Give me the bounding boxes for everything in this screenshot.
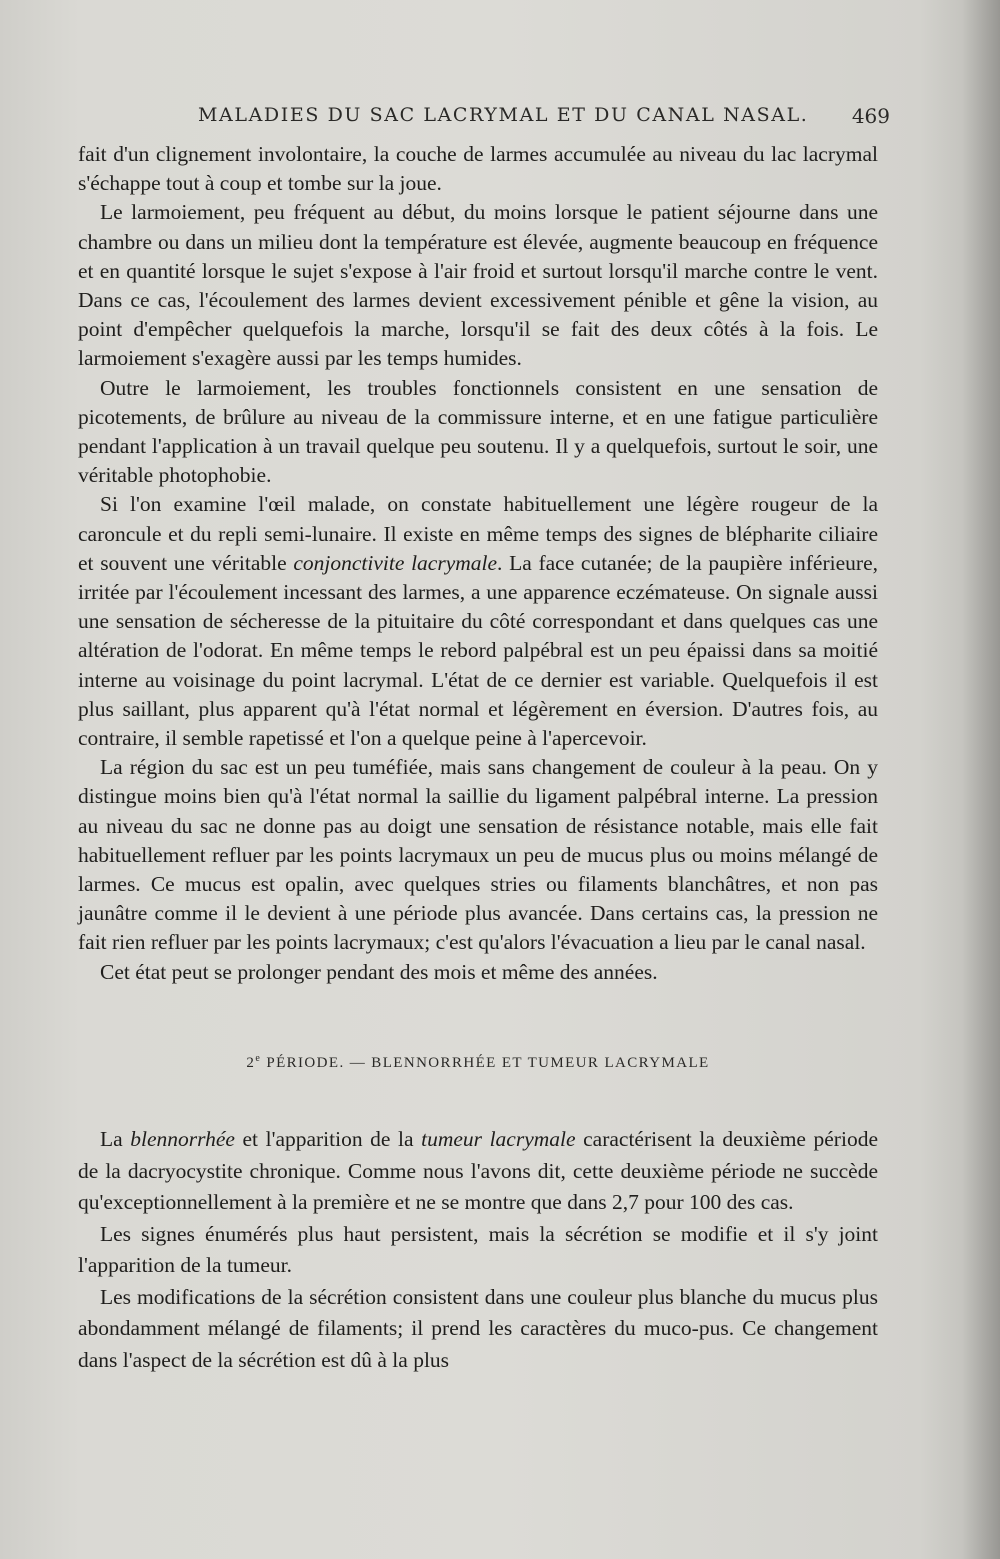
paragraph: Cet état peut se prolonger pendant des mois et même des années. (100, 959, 658, 984)
paragraph (78, 490, 878, 753)
paragraph-text: La (100, 1127, 131, 1152)
italic-term: blennorrhée (130, 1127, 235, 1152)
page-body (78, 140, 878, 1376)
italic-term: tumeur lacrymale (421, 1127, 576, 1152)
paragraph: Les modifications de la sécrétion consistent dans une couleur plus blanche du mucus plus abondamment mélangé de filaments; il prend les caractères du muco-pus. Ce changement dans l'aspect de la sécrétion est dû à la plus (78, 1284, 878, 1372)
paragraph: Outre le larmoiement, les troubles fonctionnels consistent en une sensation de picotements, de brûlure au niveau de la commissure interne, et en une fatigue particulière pendant l'application à un travail quelque peu soutenu. Il y a quelquefois, surtout le soir, une véritable photophobie. (78, 375, 878, 488)
section-title: PÉRIODE. — BLENNORRHÉE ET TUMEUR LACRYMALE (266, 1054, 710, 1071)
paragraph-text: Si l'on examine l'œil malade, on constate habituellement une légère rougeur de la caroncule et du repli semi-lunaire. Il existe en même temps des signes de blépharite ciliaire et souvent une véritable (78, 492, 878, 575)
paragraph: Les signes énumérés plus haut persistent, mais la sécrétion se modifie et il s'y joint l'apparition de la tumeur. (78, 1221, 878, 1278)
paragraph: La région du sac est un peu tuméfiée, mais sans changement de couleur à la peau. On y distingue moins bien qu'à l'état normal la saillie du ligament palpébral interne. La pression au niveau du sac ne donne pas au doigt une sensation de résistance notable, mais elle fait habituellement refluer par les points lacrymaux un peu de mucus plus ou moins mélangé de larmes. Ce mucus est opalin, avec quelques stries ou filaments blanchâtres, et non pas jaunâtre comme il le devient à une période plus avancée. Dans certains cas, la pression ne fait rien refluer par les points lacrymaux; c'est qu'alors l'évacuation a lieu par le canal nasal. (78, 755, 878, 955)
section-number: 2 (246, 1054, 256, 1071)
running-title: MALADIES DU SAC LACRYMAL ET DU CANAL NASAL. (198, 104, 809, 126)
paragraph-text: et l'apparition de la (234, 1127, 422, 1152)
paragraph-text: . La face cutanée; de la paupière inférieure, irritée par l'écoulement incessant des larmes, a une apparence eczémateuse. On signale aussi une sensation de sécheresse de la pituitaire du côté correspondant et dans quelques cas une altération de l'odorat. En même temps le rebord palpébral est un peu épaissi dans sa moitié interne au voisinage du point lacrymal. L'état de ce dernier est variable. Quelquefois il est plus saillant, plus apparent qu'à l'état normal et légèrement en éversion. D'autres fois, au contraire, il semble rapetissé et l'on a quelque peine à l'apercevoir. (78, 550, 878, 751)
section-heading (78, 1044, 878, 1078)
paragraph: Le larmoiement, peu fréquent au début, du moins lorsque le patient séjourne dans une chambre ou dans un milieu dont la température est élevée, augmente beaucoup en fréquence et en quantité lorsque le sujet s'expose à l'air froid et surtout lorsqu'il marche contre le vent. Dans ce cas, l'écoulement des larmes devient excessivement pénible et gêne la vision, au point d'empêcher quelquefois la marche, lorsqu'il se fait des deux côtés à la fois. Le larmoiement s'exagère aussi par les temps humides. (78, 200, 878, 371)
italic-term: conjonctivite lacrymale (293, 550, 498, 575)
paragraph (78, 1124, 878, 1219)
paragraph-text: caractérisent la deuxième période de la dacryocystite chronique. Comme nous l'avons dit, cette deuxième période ne succède qu'exceptionnellement à la première et ne se montre que dans 2,7 pour 100 des cas. (78, 1127, 878, 1215)
paragraph: fait d'un clignement involontaire, la couche de larmes accumulée au niveau du lac lacrymal s'échappe tout à coup et tombe sur la joue. (78, 142, 878, 196)
running-header (78, 104, 890, 134)
section-body (78, 1124, 878, 1376)
page-number: 469 (851, 104, 890, 128)
section-number-superscript: e (255, 1052, 262, 1064)
page-gutter-shadow (962, 0, 1000, 1559)
